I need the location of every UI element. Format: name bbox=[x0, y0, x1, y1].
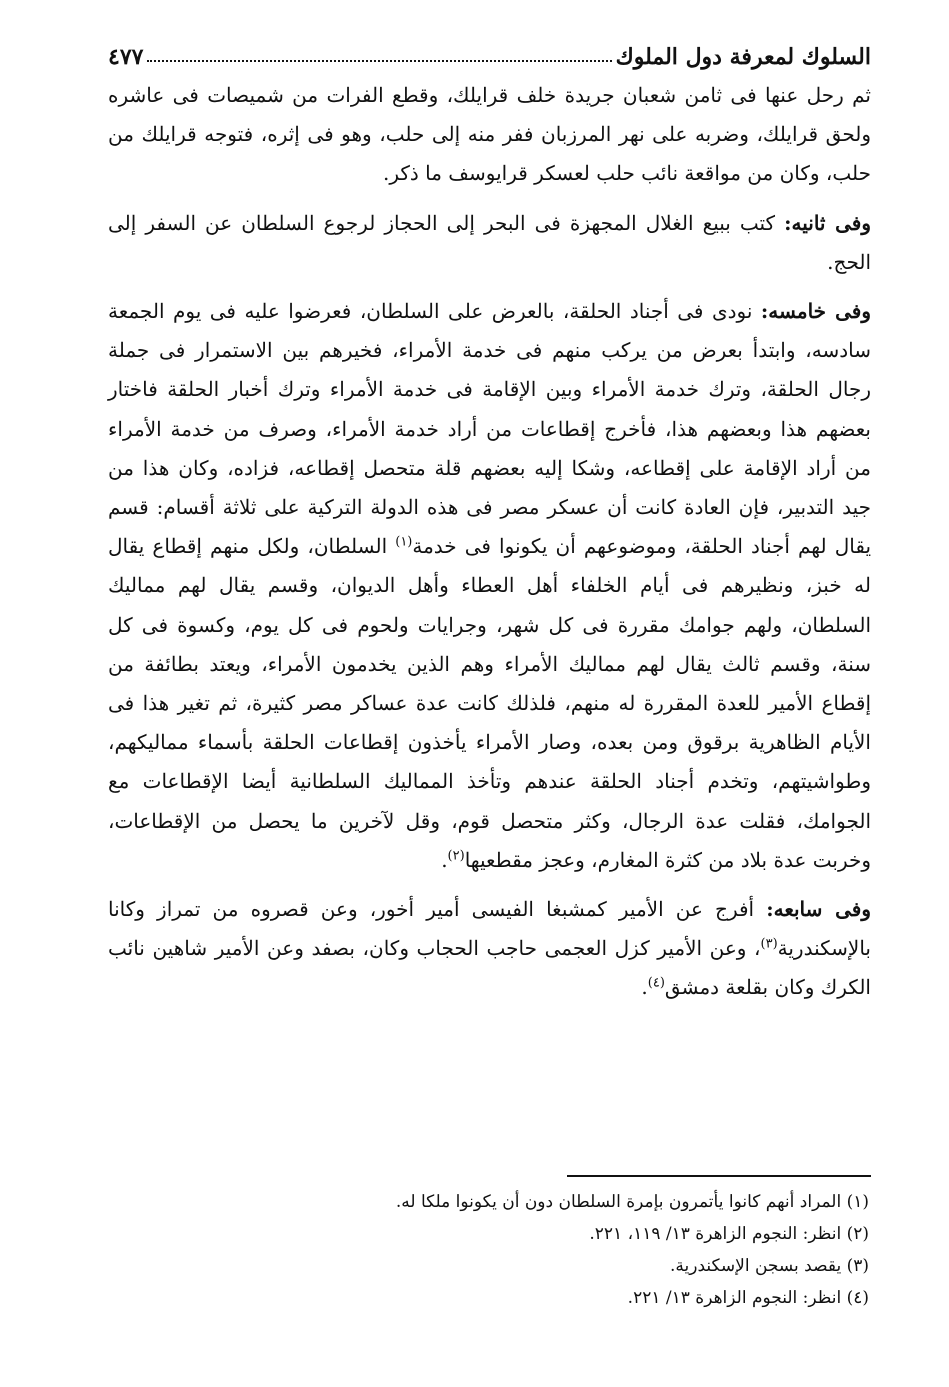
footnotes bbox=[108, 1186, 869, 1314]
paragraph-text: . bbox=[441, 847, 448, 872]
footnote-divider bbox=[567, 1175, 871, 1177]
main-text bbox=[108, 76, 871, 1018]
footnote-4: (٤) انظر: النجوم الزاهرة ١٣/ ٢٢١. bbox=[627, 1288, 869, 1308]
page-number: ٤٧٧ bbox=[108, 44, 144, 70]
paragraph-4 bbox=[108, 890, 871, 1008]
paragraph-text: ثم رحل عنها فى ثامن شعبان جريدة خلف قرايلك، وقطع الفرات من شميصات فى عاشره ولحق قرايلك، وضربه على نهر المرزبان ففر منه إلى حلب، وهو فى إثره، فتوجه قرايلك من حلب، وكان من مواقعة نائب حلب لعسكر قرايوسف ما ذكر. bbox=[108, 83, 871, 186]
paragraph-lead: وفى خامسه: bbox=[760, 299, 871, 324]
footnote-ref-2[interactable]: (٢) bbox=[447, 848, 465, 864]
paragraph-lead: وفى سابعه: bbox=[766, 897, 871, 922]
paragraph-text: . bbox=[641, 975, 648, 1000]
footnote-ref-1[interactable]: (١) bbox=[395, 534, 413, 550]
paragraph-text: السلطان، ولكل منهم إقطاع يقال له خبز، ونظيرهم فى أيام الخلفاء أهل العطاء وأهل الديوان، وقسم يقال لهم مماليك السلطان، ولهم جوامك مقررة فى كل شهر، وجرايات ولحوم فى كل يوم، وكسوة فى كل سنة، وقسم ثالث يقال لهم مماليك الأمراء وهم الذين يخدمون الأمراء، ويعتد بطائفة من إقطاع الأمير للعدة المقررة له منهم، فلذلك كانت عدة عساكر مصر كثيرة، ثم تغير هذا فى الأيام الظاهرية برقوق ومن بعده، وصار الأمراء يأخذون إقطاعات الحلقة بأسماء مماليكهم، وطواشيتهم، وتخدم أجناد الحلقة عندهم وتأخذ المماليك السلطانية أيضا الإقطاعات مع الجوامك، فقلت عدة الرجال، وكثر متحصل قوم، وقل لآخرين ما يحصل من الإقطاعات، وخربت عدة بلاد من كثرة المغارم، وعجز مقطعيها bbox=[108, 534, 871, 872]
paragraph-text: كتب ببيع الغلال المجهزة فى البحر إلى الحجاز لرجوع السلطان عن السفر إلى الحج. bbox=[108, 210, 871, 274]
paragraph-text: ، وعن الأمير كزل العجمى حاجب الحجاب وكان، بصفد وعن الأمير شاهين نائب الكرك وكان بقلعة دمشق bbox=[108, 936, 871, 1000]
running-title: السلوك لمعرفة دول الملوك bbox=[615, 44, 871, 70]
footnote-ref-4[interactable]: (٤) bbox=[647, 975, 665, 991]
footnote-3: (٣) يقصد بسجن الإسكندرية. bbox=[670, 1256, 869, 1276]
dotted-leader bbox=[147, 60, 611, 62]
footnote-1: (١) المراد أنهم كانوا يأتمرون بإمرة السلطان دون أن يكونوا ملكا له. bbox=[395, 1192, 869, 1212]
footnote-ref-3[interactable]: (٣) bbox=[760, 936, 778, 952]
paragraph-lead: وفى ثانيه: bbox=[784, 210, 872, 235]
footnote-2: (٢) انظر: النجوم الزاهرة ١٣/ ١١٩، ٢٢١. bbox=[589, 1224, 869, 1244]
paragraph-text: أفرج عن الأمير كمشبغا الفيسى أمير أخور، وعن قصروه من تمراز وكانا بالإسكندرية bbox=[108, 897, 871, 961]
running-header bbox=[108, 30, 871, 70]
paragraph-3 bbox=[108, 292, 871, 880]
paragraph-1 bbox=[108, 76, 871, 194]
paragraph-2 bbox=[108, 204, 871, 282]
paragraph-text: نودى فى أجناد الحلقة، بالعرض على السلطان، فعرضوا عليه فى يوم الجمعة سادسه، وابتدأ بعرض من يركب منهم فى خدمة الأمراء، فخيرهم بين الاستمرار فى جملة رجال الحلقة، وترك خدمة الأمراء وبين الإقامة فى خدمة الأمراء وترك أخبار الحلقة فاختار بعضهم هذا وبعضهم هذا، فأخرج إقطاعات من أراد خدمة الأمراء، وصرف من خدمة الأمراء من أراد الإقامة على إقطاعه، وشكا إليه بعضهم قلة متحصل إقطاعه، فزاده، وكان هذا من جيد التدبير، فإن العادة كانت أن عسكر مصر فى هذه الدولة التركية على ثلاثة أقسام: قسم يقال لهم أجناد الحلقة، وموضوعهم أن يكونوا فى خدمة bbox=[108, 299, 872, 559]
